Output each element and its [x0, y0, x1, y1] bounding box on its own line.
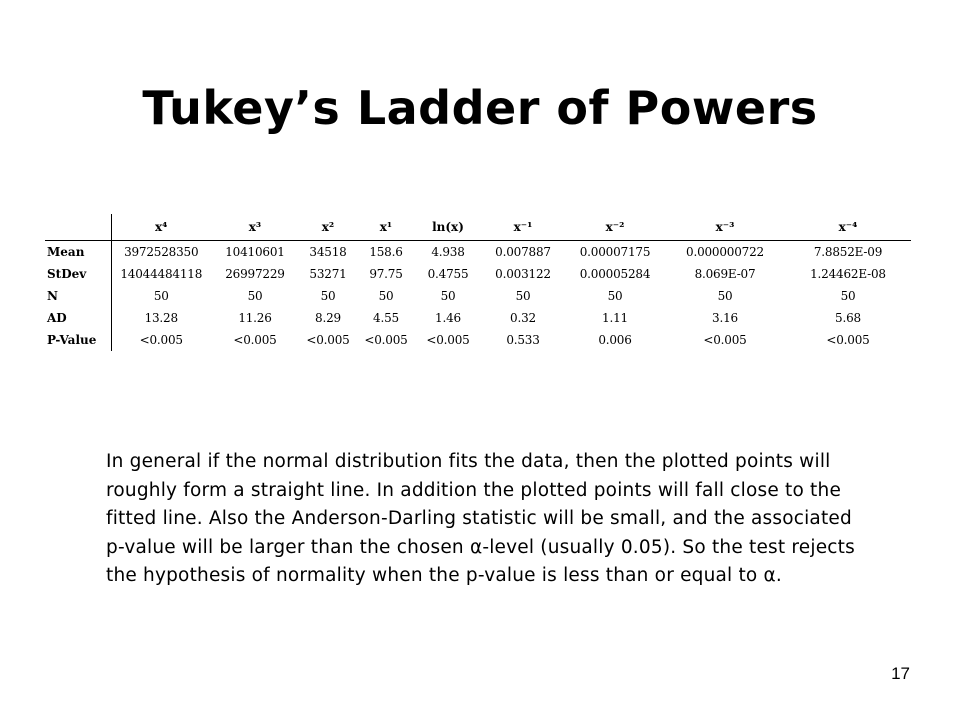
table-cell: 5.68 — [835, 311, 861, 325]
table-cell: 53271 — [309, 267, 347, 281]
statistics-table — [45, 214, 911, 351]
table-cell: 0.007887 — [495, 245, 551, 259]
table-cell: <0.005 — [233, 333, 277, 347]
column-header: x⁻² — [565, 214, 665, 241]
table-cell: 50 — [515, 289, 531, 303]
column-header: x⁻³ — [665, 214, 785, 241]
table-cell: 50 — [717, 289, 733, 303]
column-header: x⁻¹ — [481, 214, 565, 241]
table-cell: 50 — [840, 289, 856, 303]
table-cell: 50 — [378, 289, 394, 303]
table-cell: 0.00007175 — [579, 245, 651, 259]
table-cell: 13.28 — [144, 311, 178, 325]
table-cell: 1.11 — [602, 311, 628, 325]
table-cell: <0.005 — [426, 333, 470, 347]
table-cell: 7.8852E-09 — [813, 245, 883, 259]
slide-title: Tukey’s Ladder of Powers — [142, 81, 818, 135]
table-cell: 50 — [320, 289, 336, 303]
table-cell: 10410601 — [225, 245, 285, 259]
table-cell: 50 — [247, 289, 263, 303]
table-cell: <0.005 — [364, 333, 408, 347]
table-cell: <0.005 — [139, 333, 183, 347]
column-header: x⁻⁴ — [785, 214, 911, 241]
table-cell: 158.6 — [369, 245, 403, 259]
table-cell: 0.4755 — [427, 267, 469, 281]
table-cell: 11.26 — [238, 311, 272, 325]
table-cell: 50 — [607, 289, 623, 303]
column-header: x⁴ — [111, 214, 211, 241]
table-cell: <0.005 — [703, 333, 747, 347]
statistics-table-container — [45, 214, 911, 351]
table-cell: <0.005 — [826, 333, 870, 347]
table-cell: 3.16 — [712, 311, 738, 325]
table-cell: 0.533 — [506, 333, 540, 347]
table-header-row — [45, 214, 911, 241]
page-number: 17 — [891, 664, 910, 683]
table-row — [45, 285, 911, 307]
table-cell: 0.006 — [598, 333, 632, 347]
table-cell: 4.938 — [431, 245, 465, 259]
row-label: P-Value — [45, 329, 111, 351]
table-cell: 8.29 — [315, 311, 341, 325]
table-cell: 8.069E-07 — [694, 267, 756, 281]
table-cell: 34518 — [309, 245, 347, 259]
table-cell: 14044484118 — [120, 267, 203, 281]
column-header — [45, 214, 111, 241]
table-row — [45, 329, 911, 351]
column-header: x³ — [211, 214, 299, 241]
table-cell: 50 — [153, 289, 169, 303]
explanation-paragraph: In general if the normal distribution fits the data, then the plotted points will roughly form a straight line. In addition the plotted points will fall close to the fitted line. Also the Anderson-Darling statistic will be small, and the associated p-value will be larger than the chosen α-level (usually 0.05). So the test rejects the hypothesis of normality when the p-value is less than or equal to α. — [106, 451, 855, 586]
table-cell: 1.46 — [435, 311, 461, 325]
table-cell: 0.000000722 — [686, 245, 764, 259]
table-cell: 0.32 — [510, 311, 536, 325]
table-cell: 0.00005284 — [579, 267, 651, 281]
table-cell: 3972528350 — [124, 245, 199, 259]
row-label: AD — [45, 307, 111, 329]
row-label: Mean — [45, 241, 111, 264]
table-cell: 4.55 — [373, 311, 399, 325]
table-cell: 1.24462E-08 — [810, 267, 886, 281]
table-row — [45, 241, 911, 264]
column-header: x¹ — [357, 214, 415, 241]
table-cell: 26997229 — [225, 267, 285, 281]
table-cell: 50 — [440, 289, 456, 303]
column-header: ln(x) — [415, 214, 481, 241]
table-cell: 97.75 — [369, 267, 403, 281]
column-header: x² — [299, 214, 357, 241]
table-cell: 0.003122 — [495, 267, 551, 281]
row-label: StDev — [45, 263, 111, 285]
table-row — [45, 263, 911, 285]
row-label: N — [45, 285, 111, 307]
table-row — [45, 307, 911, 329]
table-cell: <0.005 — [306, 333, 350, 347]
